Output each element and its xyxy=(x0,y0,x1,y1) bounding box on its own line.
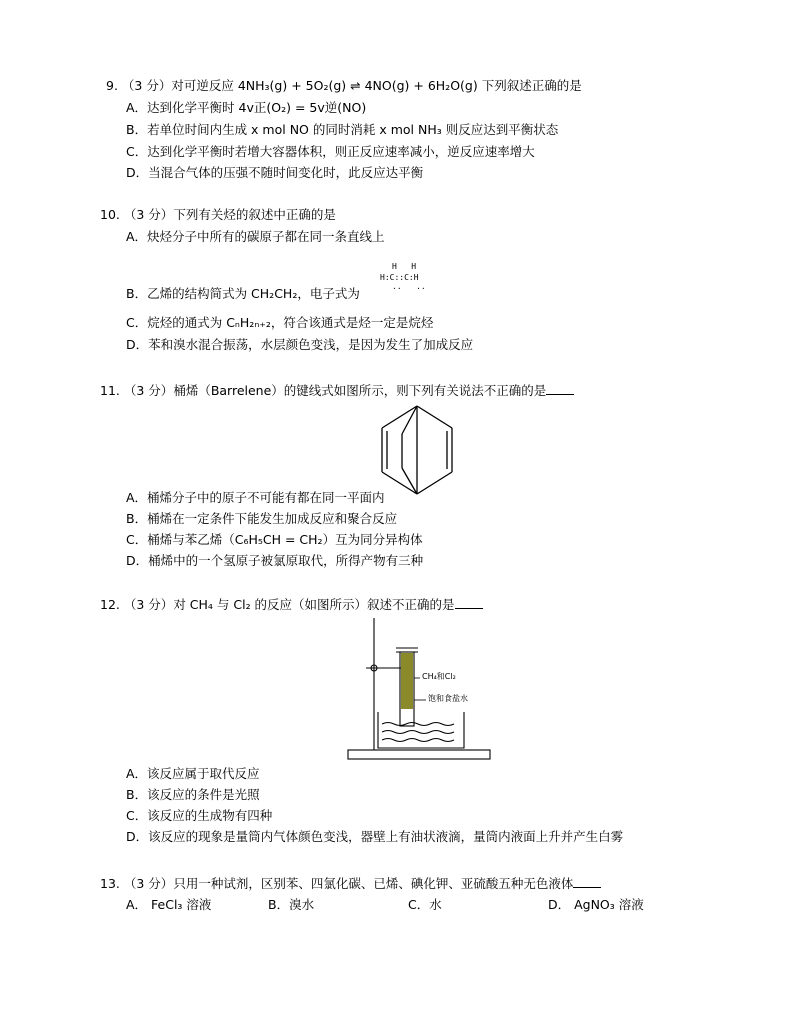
question-12-stem xyxy=(100,596,483,613)
electron-formula-top: H H xyxy=(392,262,417,271)
question-13-score: （3 分） xyxy=(123,876,174,891)
question-12-option-b: B．该反应的条件是光照 xyxy=(126,787,260,802)
question-11-option-a: A．桶烯分子中的原子不可能有都在同一平面内 xyxy=(126,490,385,505)
barrelene-structure xyxy=(376,402,458,498)
gas-label: CH₄和Cl₂ xyxy=(422,672,456,681)
reaction-apparatus xyxy=(346,616,496,762)
question-10-option-d: D．苯和溴水混合振荡，水层颜色变浅，是因为发生了加成反应 xyxy=(126,337,474,352)
question-13-option-c: C．水 xyxy=(408,897,442,912)
question-12-number: 12. xyxy=(100,597,120,612)
question-10-option-c: C．烷烃的通式为 CₙH₂ₙ₊₂，符合该通式是烃一定是烷烃 xyxy=(126,315,434,330)
question-11-number: 11. xyxy=(100,383,120,398)
electron-formula-dots: ·· ·· xyxy=(392,284,426,293)
question-11-score: （3 分） xyxy=(123,383,174,398)
question-10-score: （3 分） xyxy=(123,207,174,222)
ethylene-electron-formula xyxy=(380,261,440,301)
question-13-stem xyxy=(100,875,601,892)
question-13-stem-text: 只用一种试剂，区别苯、四氯化碳、已烯、碘化钾、亚硫酸五种无色液体 xyxy=(173,876,574,891)
electron-formula-bond: :: xyxy=(394,273,405,282)
answer-blank xyxy=(455,596,483,609)
question-12-stem-text: 对 CH₄ 与 Cl₂ 的反应（如图所示）叙述不正确的是 xyxy=(173,597,455,612)
question-13-option-a: A． FeCl₃ 溶液 xyxy=(126,897,212,912)
question-9-option-b: B．若单位时间内生成 x mol NO 的同时消耗 x mol NH₃ 则反应达到平衡状态 xyxy=(126,122,559,137)
question-10-option-b: B．乙烯的结构简式为 CH₂CH₂，电子式为 xyxy=(126,286,360,301)
question-10-stem xyxy=(100,207,336,223)
question-9-stem-post: 下列叙述正确的是 xyxy=(477,78,582,93)
question-13-option-d: D． AgNO₃ 溶液 xyxy=(548,897,644,912)
question-12-option-d: D．该反应的现象是量筒内气体颜色变浅，器壁上有油状液滴，量筒内液面上升并产生白雾 xyxy=(126,829,624,844)
answer-blank xyxy=(573,875,601,888)
question-11-option-d: D．桶烯中的一个氢原子被氯原取代，所得产物有三种 xyxy=(126,553,424,568)
question-13-number: 13. xyxy=(100,876,120,891)
electron-formula-left: H:C xyxy=(380,273,395,282)
question-11-option-b: B．桶烯在一定条件下能发生加成反应和聚合反应 xyxy=(126,511,398,526)
question-12-option-c: C．该反应的生成物有四种 xyxy=(126,808,273,823)
question-11-stem xyxy=(100,382,574,399)
question-9-stem xyxy=(106,78,582,94)
question-9-option-d: D．当混合气体的压强不随时间变化时，此反应达平衡 xyxy=(126,165,424,180)
question-9-equation: 4NH₃(g) + 5O₂(g) ⇌ 4NO(g) + 6H₂O(g) xyxy=(237,78,478,93)
question-10-option-a: A．炔烃分子中所有的碳原子都在同一条直线上 xyxy=(126,229,385,244)
reaction-apparatus-figure xyxy=(346,616,496,762)
electron-formula-middle xyxy=(380,272,440,283)
question-9-stem-pre: 对可逆反应 xyxy=(171,78,238,93)
question-9-option-a: A．达到化学平衡时 4v正(O₂) = 5v逆(NO) xyxy=(126,100,367,115)
question-10-stem-text: 下列有关烃的叙述中正确的是 xyxy=(173,207,336,222)
question-10-number: 10. xyxy=(100,207,120,222)
electron-formula-right: C:H xyxy=(404,273,419,282)
question-9-option-c: C．达到化学平衡时若增大容器体积，则正反应速率减小，逆反应速率增大 xyxy=(126,144,535,159)
answer-blank xyxy=(546,382,574,395)
question-11-option-c: C．桶烯与苯乙烯（C₆H₅CH = CH₂）互为同分异构体 xyxy=(126,532,423,547)
question-12-score: （3 分） xyxy=(123,597,174,612)
question-9-number: 9. xyxy=(106,78,118,93)
question-13-option-b: B．溴水 xyxy=(268,897,315,912)
question-11-stem-text: 桶烯（Barrelene）的键线式如图所示，则下列有关说法不正确的是 xyxy=(173,383,547,398)
solution-label: 饱和食盐水 xyxy=(428,694,468,703)
question-9-score: （3 分） xyxy=(121,78,172,93)
question-12-option-a: A．该反应属于取代反应 xyxy=(126,766,260,781)
